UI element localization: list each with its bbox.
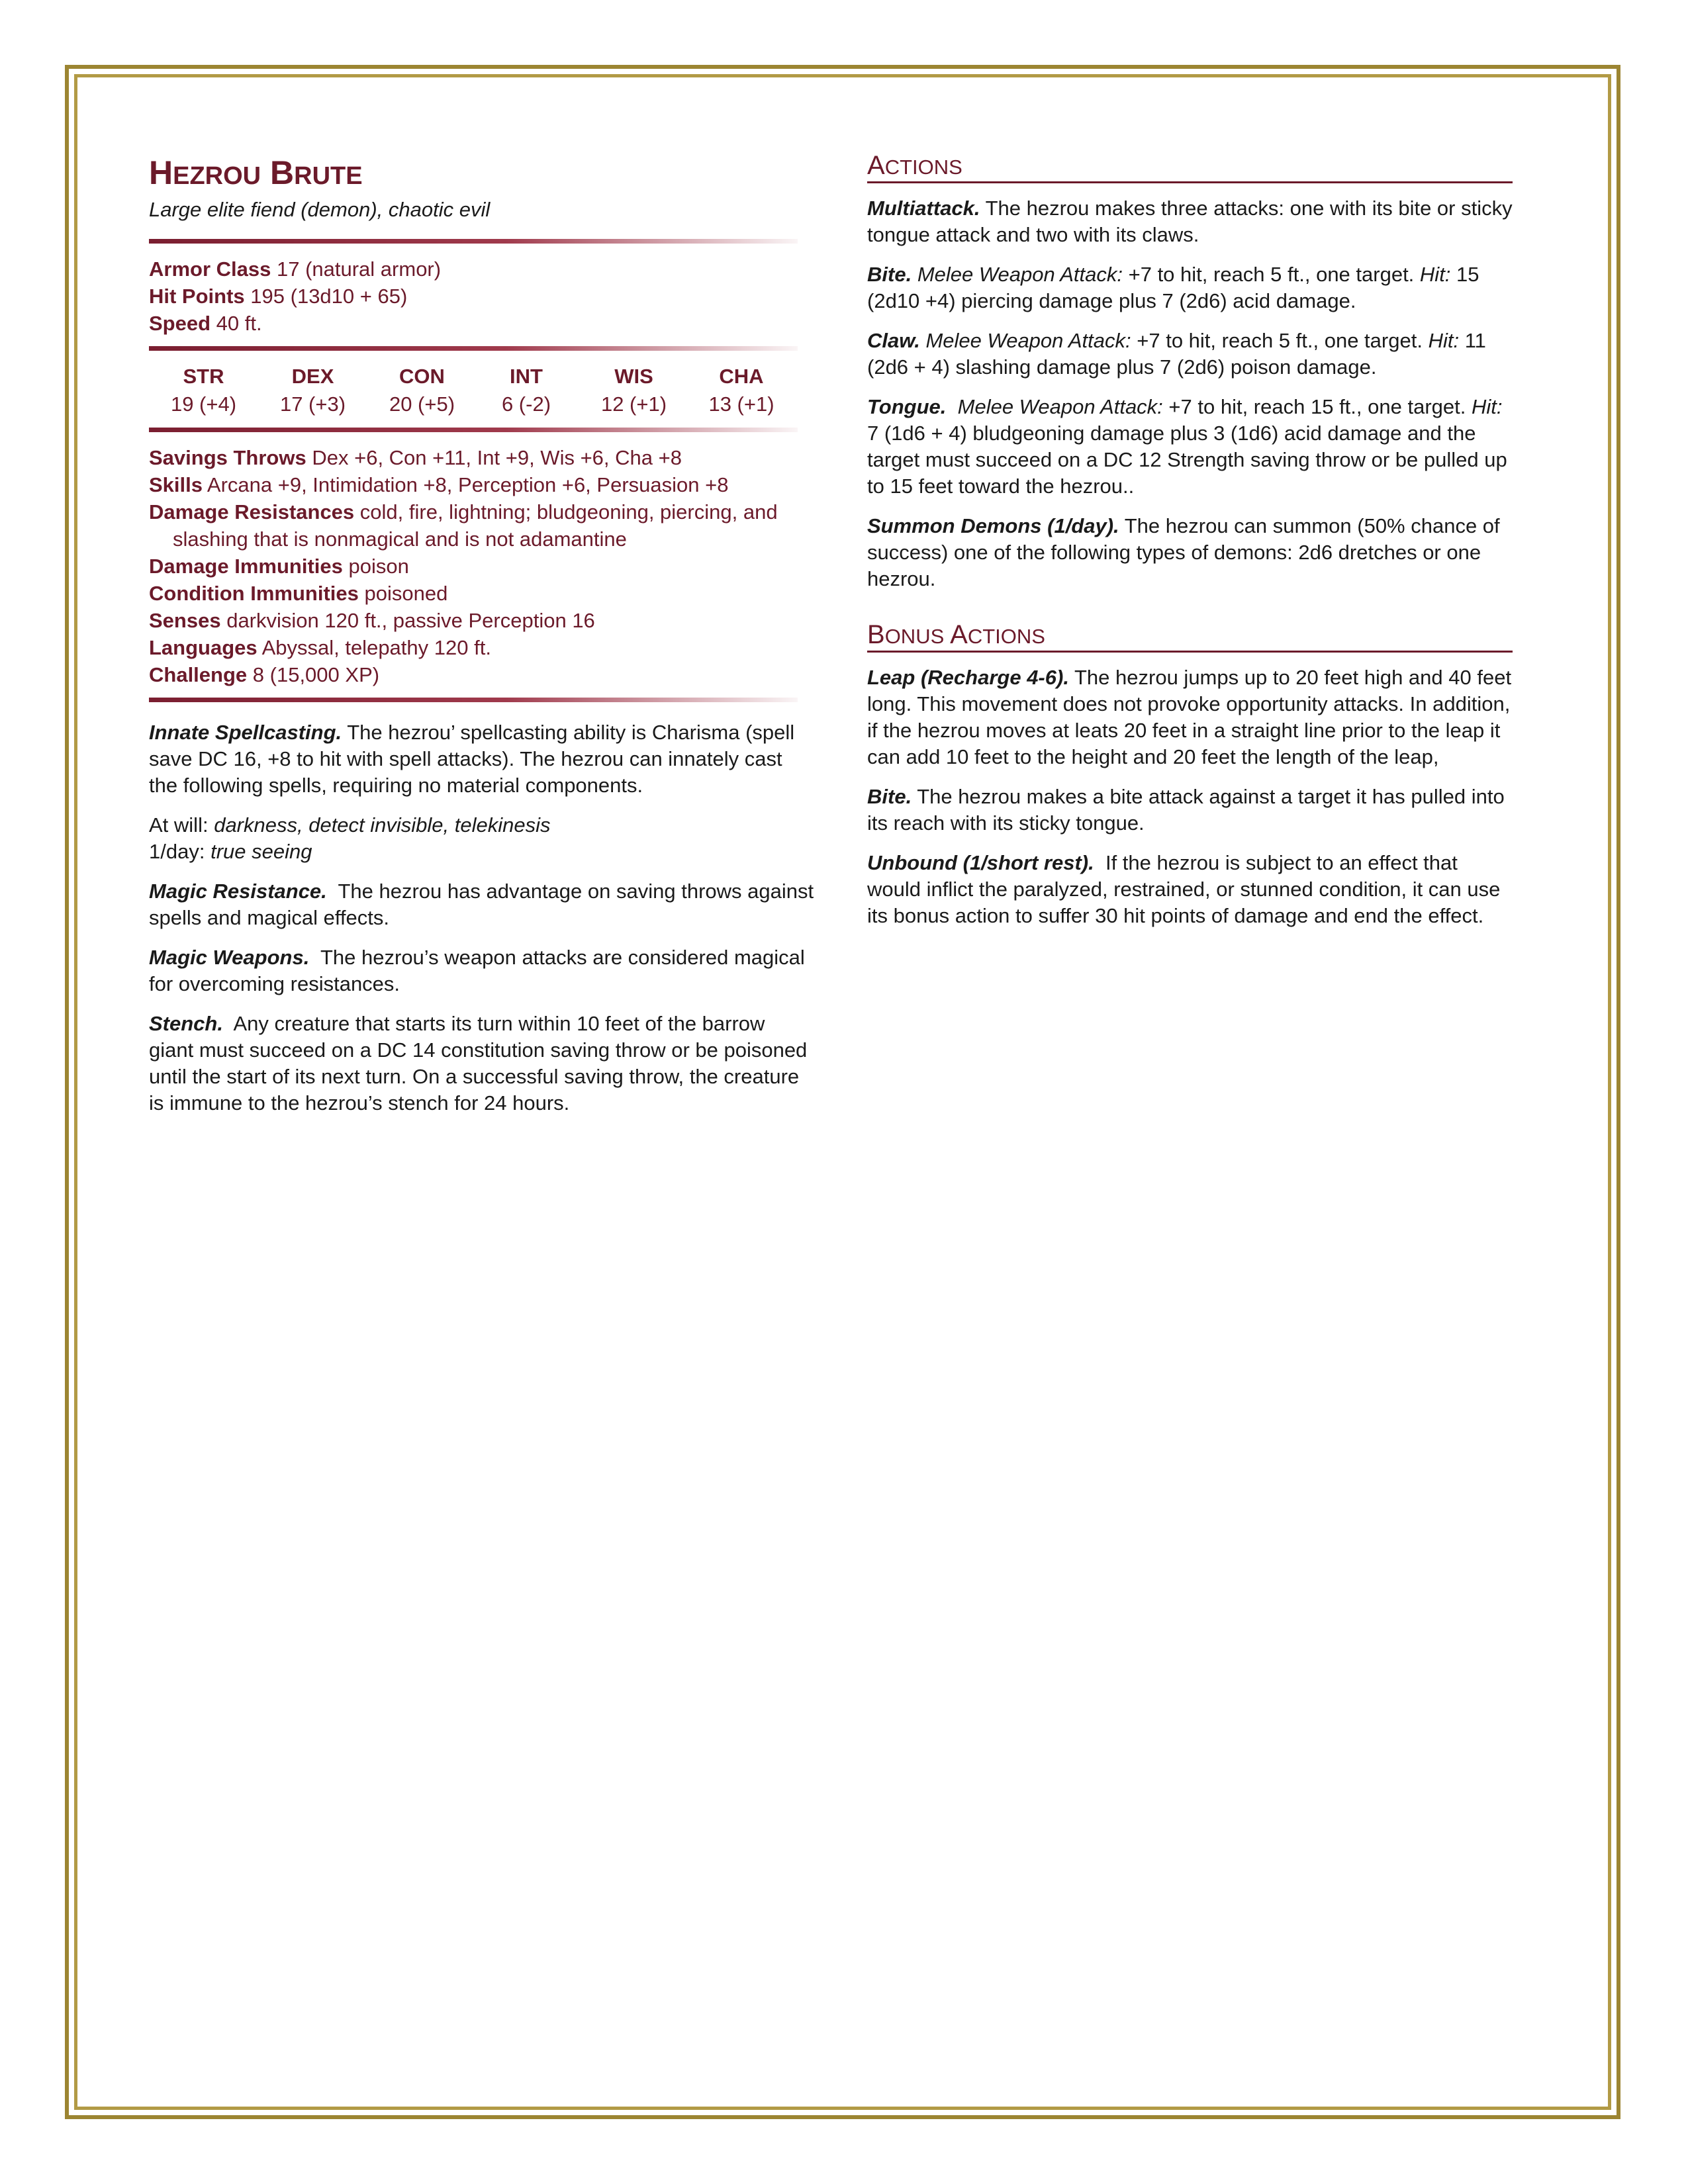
senses: Senses darkvision 120 ft., passive Perception 16 [149,608,595,632]
ability-dex: DEX 17 (+3) [279,364,346,416]
monster-type-line: Large elite fiend (demon), chaotic evil [149,198,491,221]
action-tongue: Tongue. Melee Weapon Attack: +7 to hit, reach 15 ft., one target. Hit: 7 (1d6 + 4) bludgeoning damage plus 3 (1d6) acid damage and the target must succeed on a DC 12 Strength saving throw or be pulled up to 15 feet toward the hezrou.. [867,395,1507,498]
action-claw: Claw. Melee Weapon Attack: +7 to hit, reach 5 ft., one target. Hit: 11 (2d6 + 4) slashing damage plus 7 (2d6) poison damage. [867,329,1486,379]
trait-innate-spellcasting: Innate Spellcasting. The hezrou’ spellcasting ability is Charisma (spell save DC 16, +8 to hit with spell attacks). The hezrou can innately cast the following spells, requiring no material components. [149,720,795,797]
ability-int: INT 6 (-2) [501,364,551,416]
bonus-action-bite: Bite. The hezrou makes a bite attack against a target it has pulled into its reach with its sticky tongue. [867,785,1505,835]
skills: Skills Arcana +9, Intimidation +8, Perception +6, Persuasion +8 [149,473,729,496]
action-summon-demons: Summon Demons (1/day). The hezrou can summon (50% chance of success) one of the following types of demons: 2d6 dretches or one hezrou. [867,514,1500,590]
spells-at-will: At will: darkness, detect invisible, telekinesis [149,813,551,837]
armor-class: Armor Class 17 (natural armor) [149,257,442,281]
hit-points: Hit Points 195 (13d10 + 65) [149,284,408,308]
monster-name: HEZROU BRUTE [149,154,363,191]
property-list [149,444,814,688]
ability-cha: CHA 13 (+1) [708,364,774,416]
spells-one-per-day: 1/day: true seeing [149,839,312,863]
ability-scores [149,363,798,418]
bonus-action-unbound: Unbound (1/short rest). If the hezrou is subject to an effect that would inflict the paralyzed, restrained, or stunned condition, it can use its bonus action to suffer 30 hit points of damage and end the effect. [867,851,1501,927]
challenge: Challenge 8 (15,000 XP) [149,662,380,686]
languages: Languages Abyssal, telepathy 120 ft. [149,635,491,659]
trait-magic-resistance: Magic Resistance. The hezrou has advantage on saving throws against spells and magical effects. [149,879,814,929]
bonus-action-leap: Leap (Recharge 4-6). The hezrou jumps up to 20 feet high and 40 feet long. This movement does not provoke opportunity attacks. In addition, if the hezrou moves at leats 20 feet in a straight line prior to the leap it can add 10 feet to the height and 20 feet the length of the leap, [867,666,1512,768]
section-divider [149,698,798,702]
section-divider [149,239,798,244]
section-divider [149,428,798,432]
damage-immunities: Damage Immunities poison [149,554,409,578]
stat-block-right-column [867,147,1513,942]
ability-wis: WIS 12 (+1) [600,364,667,416]
trait-magic-weapons: Magic Weapons. The hezrou’s weapon attacks are considered magical for overcoming resistances. [149,945,805,995]
action-multiattack: Multiattack. The hezrou makes three attacks: one with its bite or sticky tongue attack and two with its claws. [867,197,1513,246]
actions-heading: ACTIONS [867,152,1513,183]
ability-str: STR 19 (+4) [170,364,237,416]
condition-immunities: Condition Immunities poisoned [149,581,448,605]
bonus-actions-heading: BONUS ACTIONS [867,621,1513,653]
action-bite: Bite. Melee Weapon Attack: +7 to hit, reach 5 ft., one target. Hit: 15 (2d10 +4) piercing damage plus 7 (2d6) acid damage. [867,263,1479,312]
damage-resistances: Damage Resistances cold, fire, lightning; bludgeoning, piercing, and slashing that is nonmagical and is not adamantine [149,500,778,551]
saving-throws: Savings Throws Dex +6, Con +11, Int +9, Wis +6, Cha +8 [149,445,682,469]
stat-block-left-column [149,147,814,1130]
speed: Speed 40 ft. [149,311,262,335]
ability-con: CON 20 (+5) [389,364,455,416]
trait-stench: Stench. Any creature that starts its turn within 10 feet of the barrow giant must succeed on a DC 14 constitution saving throw or be poisoned until the start of its next turn. On a successful saving throw, the creature is immune to the hezrou’s stench for 24 hours. [149,1011,808,1115]
section-divider [149,346,798,351]
